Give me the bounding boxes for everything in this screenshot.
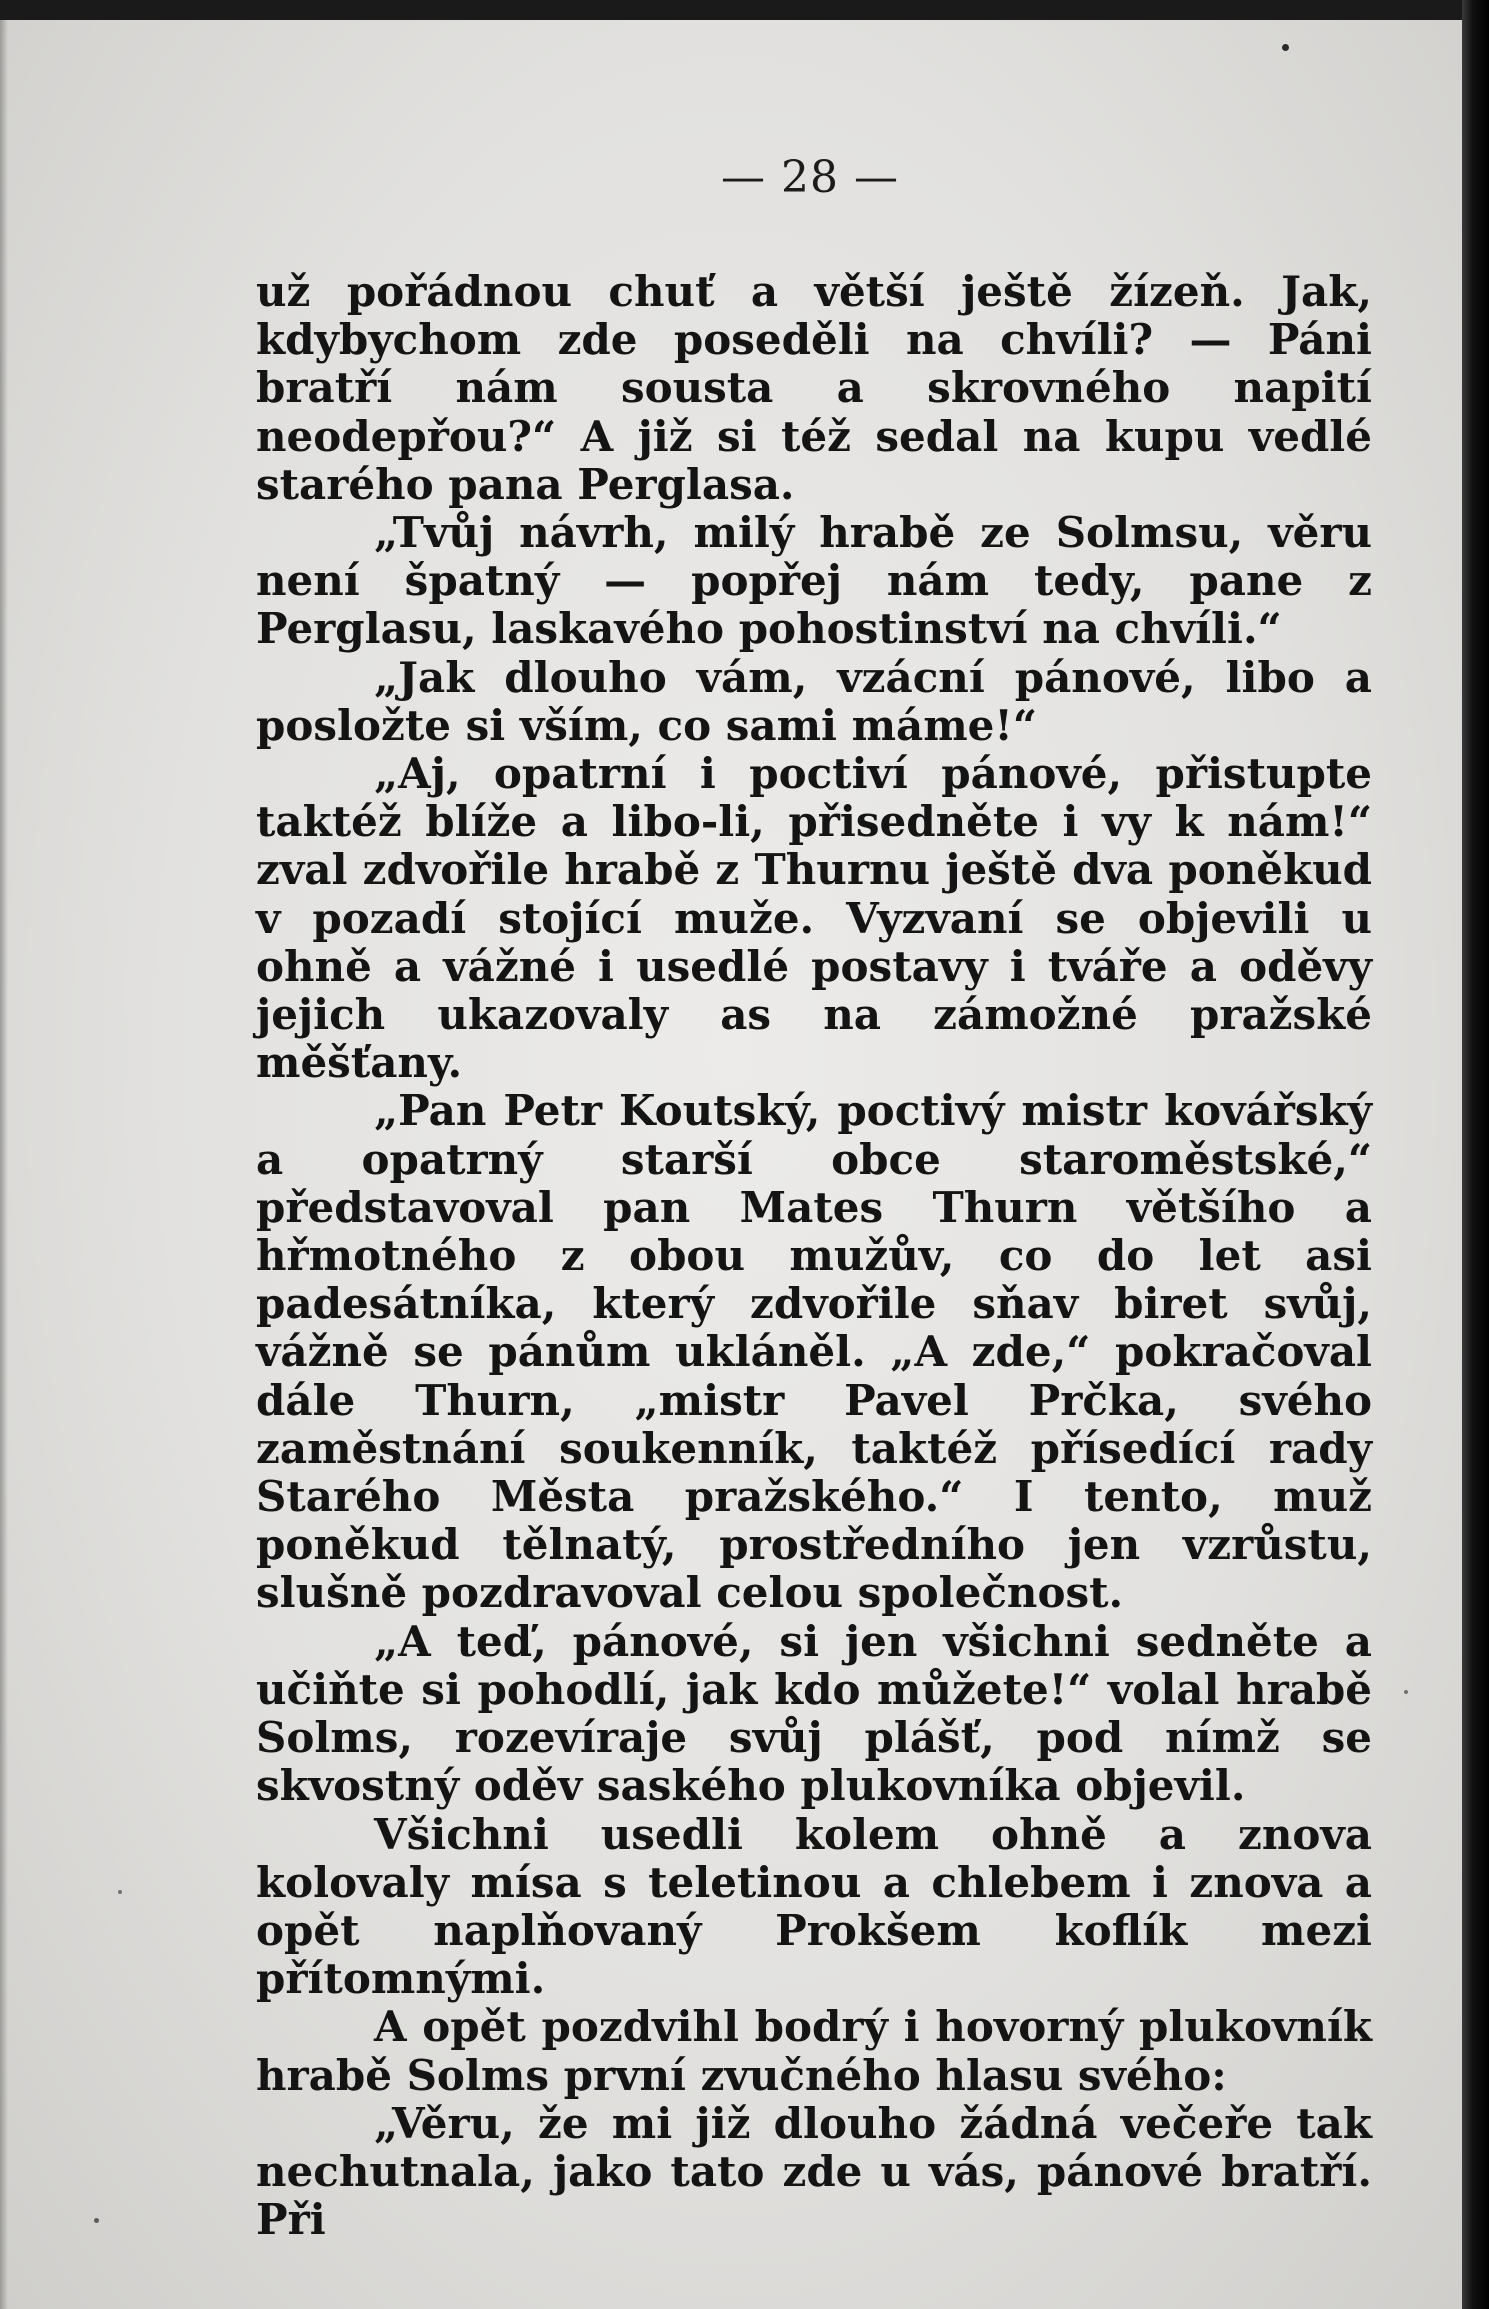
paragraph-5: „Pan Petr Koutský, poctivý mistr kovářský a opatrný starší obce staroměstské,“ představoval pan Mates Thurn většího a hřmotného z obou mužův, co do let asi padesátníka, který zdvořile sňav biret svůj, vážně se pánům ukláněl. „A zde,“ pokračoval dále Thurn, „mistr Pavel Prčka, svého zaměstnání soukenník, taktéž přísedící rady Starého Města pražského.“ I tento, muž poněkud tělnatý, prostředního jen vzrůstu, slušně pozdravoval celou společnost.	[256, 1086, 1372, 1618]
scan-left-edge	[0, 20, 8, 2309]
paragraph-3: „Jak dlouho vám, vzácní pánové, libo a posložte si vším, co sami máme!“	[256, 652, 1372, 750]
scan-speck	[94, 2218, 99, 2223]
body-text	[256, 268, 1372, 2244]
paragraph-7: Všichni usedli kolem ohně a znova kolovaly mísa s teletinou a chlebem i znova a opět naplňovaný Prokšem koflík mezi přítomnými.	[256, 1809, 1372, 2004]
scan-speck	[1282, 44, 1289, 51]
scan-speck	[1404, 1690, 1408, 1694]
paragraph-1: už pořádnou chuť a větší ještě žízeň. Jak, kdybychom zde poseděli na chvíli? — Páni bratří nám sousta a skrovného napití neodepřou?“ A již si též sedal na kupu vedlé starého pana Perglasa.	[256, 267, 1372, 509]
paragraph-4: „Aj, opatrní i poctiví pánové, přistupte taktéž blíže a libo-li, přisedněte i vy k nám!“ zval zdvořile hrabě z Thurnu ještě dva poněkud v pozadí stojící muže. Vyzvaní se objevili u ohně a vážné i usedlé postavy i tváře a oděvy jejich ukazovaly as na zámožné pražské měšťany.	[256, 749, 1372, 1088]
paragraph-2: „Tvůj návrh, milý hrabě ze Solmsu, věru není špatný — popřej nám tedy, pane z Perglasu, laskavého pohostinství na chvíli.“	[256, 508, 1372, 654]
page-number: — 28 —	[721, 152, 899, 203]
scan-speck	[118, 1890, 122, 1894]
paragraph-8: A opět pozdvihl bodrý i hovorný plukovník hrabě Solms první zvučného hlasu svého:	[256, 2002, 1372, 2100]
book-spine-edge	[1462, 0, 1489, 2309]
paragraph-9: „Věru, že mi již dlouho žádná večeře tak nechutnala, jako tato zde u vás, pánové bratří. Při	[256, 2098, 1372, 2245]
scan-top-edge	[0, 0, 1489, 20]
paragraph-6: „A teď, pánové, si jen všichni sedněte a učiňte si pohodlí, jak kdo můžete!“ volal hrabě Solms, rozevíraje svůj plášť, pod nímž se skvostný oděv saského plukovníka objevil.	[256, 1616, 1372, 1811]
